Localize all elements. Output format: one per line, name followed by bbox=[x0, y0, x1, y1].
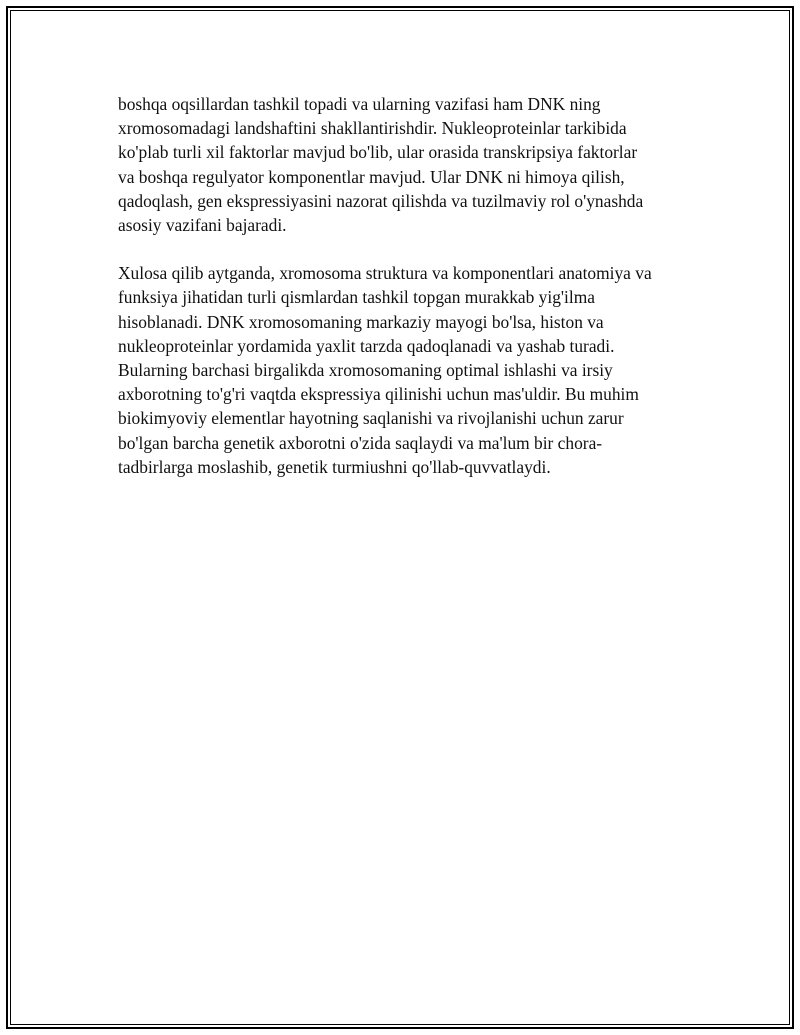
paragraph-line: va boshqa regulyator komponentlar mavjud. Ular DNK ni himoya qilish, bbox=[118, 166, 625, 187]
paragraph-line: bo'lgan barcha genetik axborotni o'zida saqlaydi va ma'lum bir chora- bbox=[118, 432, 603, 453]
paragraph-line: xromosomadagi landshaftini shakllantirishdir. Nukleoproteinlar tarkibida bbox=[118, 118, 627, 139]
paragraph-line: asosiy vazifani bajaradi. bbox=[118, 215, 287, 236]
document-body bbox=[118, 92, 698, 503]
paragraph-1 bbox=[118, 92, 698, 237]
paragraph-line: tadbirlarga moslashib, genetik turmiushni qo'llab-quvvatlaydi. bbox=[118, 456, 551, 477]
paragraph-line: Xulosa qilib aytganda, xromosoma struktura va komponentlari anatomiya va bbox=[118, 263, 652, 284]
paragraph-line: hisoblanadi. DNK xromosomaning markaziy mayogi bo'lsa, histon va bbox=[118, 311, 604, 332]
paragraph-line: nukleoproteinlar yordamida yaxlit tarzda qadoqlanadi va yashab turadi. bbox=[118, 335, 615, 356]
paragraph-line: boshqa oqsillardan tashkil topadi va ularning vazifasi ham DNK ning bbox=[118, 94, 601, 114]
paragraph-line: axborotning to'g'ri vaqtda ekspressiya qilinishi uchun mas'uldir. Bu muhim bbox=[118, 384, 639, 405]
paragraph-line: Bularning barchasi birgalikda xromosomaning optimal ishlashi va irsiy bbox=[118, 360, 613, 381]
paragraph-2 bbox=[118, 261, 698, 479]
paragraph-line: qadoqlash, gen ekspressiyasini nazorat qilishda va tuzilmaviy rol o'ynashda bbox=[118, 190, 644, 211]
paragraph-line: funksiya jihatidan turli qismlardan tashkil topgan murakkab yig'ilma bbox=[118, 287, 595, 308]
paragraph-line: biokimyoviy elementlar hayotning saqlanishi va rivojlanishi uchun zarur bbox=[118, 408, 624, 429]
paragraph-line: ko'plab turli xil faktorlar mavjud bo'lib, ular orasida transkripsiya faktorlar bbox=[118, 142, 638, 163]
